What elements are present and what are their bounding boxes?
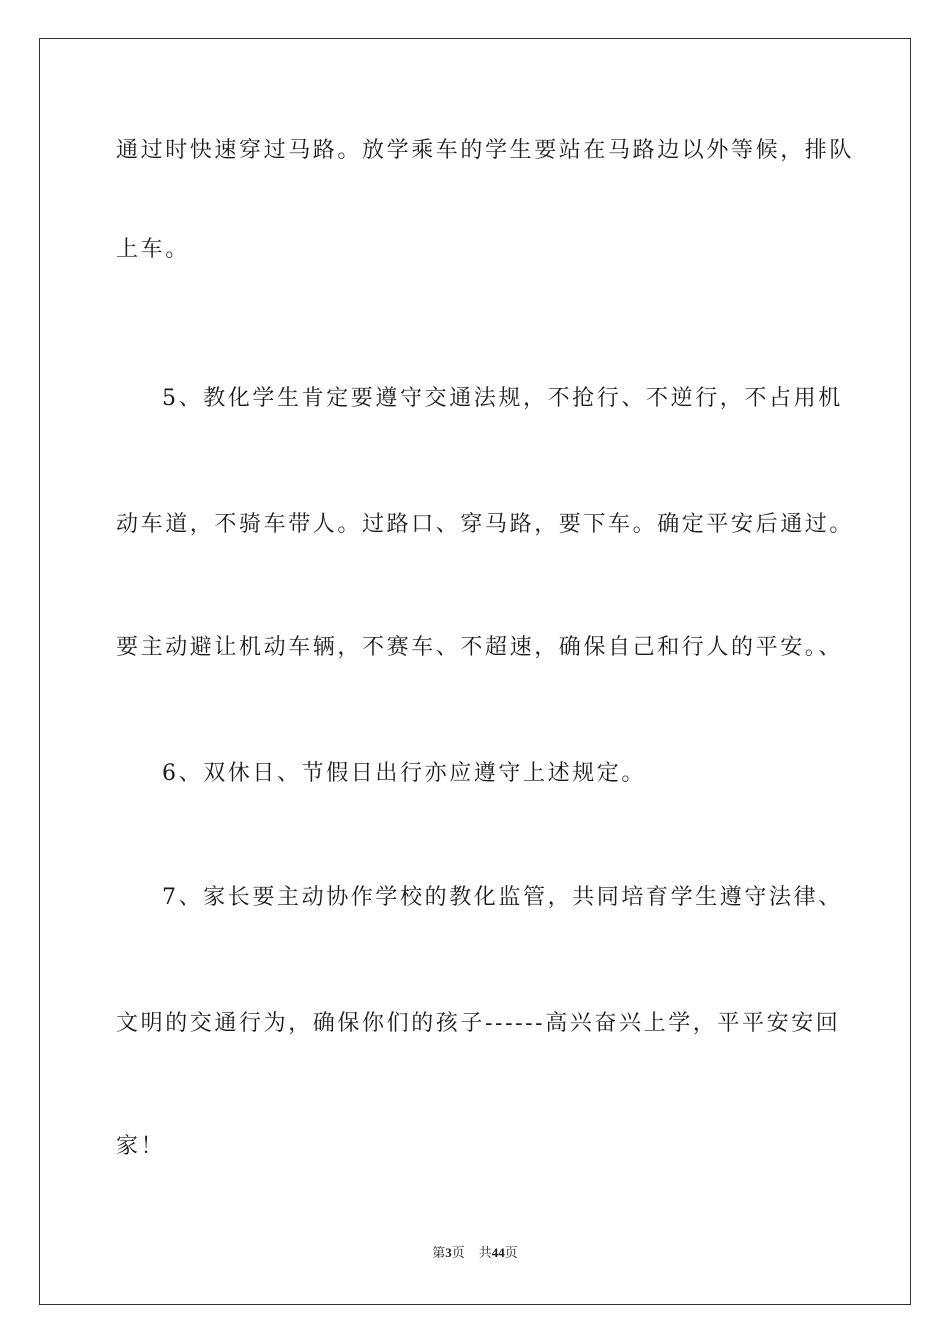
total-pages: 44 [491, 1245, 505, 1260]
paragraph-line: 6、双休日、节假日出行亦应遵守上述规定。 [162, 761, 646, 786]
page-suffix: 页 [451, 1245, 465, 1260]
total-prefix: 共 [478, 1245, 492, 1260]
page-prefix: 第 [432, 1245, 446, 1260]
paragraph-line: 通过时快速穿过马路。放学乘车的学生要站在马路边以外等候，排队 [116, 138, 855, 163]
paragraph-line: 家！ [116, 1134, 166, 1159]
total-suffix: 页 [504, 1245, 518, 1260]
paragraph-line: 上车。 [116, 237, 190, 262]
page-footer [0, 1244, 950, 1262]
paragraph-line: 文明的交通行为，确保你们的孩子------高兴奋兴上学，平平安安回 [116, 1011, 841, 1036]
paragraph-line: 5、教化学生肯定要遵守交通法规，不抢行、不逆行，不占用机 [162, 386, 843, 411]
page-number: 3 [445, 1245, 452, 1260]
paragraph-line: 动车道，不骑车带人。过路口、穿马路，要下车。确定平安后通过。 [116, 512, 855, 537]
paragraph-line: 7、家长要主动协作学校的教化监管，共同培育学生遵守法律、 [162, 885, 843, 910]
page-border [39, 38, 911, 1305]
paragraph-line: 要主动避让机动车辆，不赛车、不超速，确保自己和行人的平安。、 [116, 635, 844, 660]
